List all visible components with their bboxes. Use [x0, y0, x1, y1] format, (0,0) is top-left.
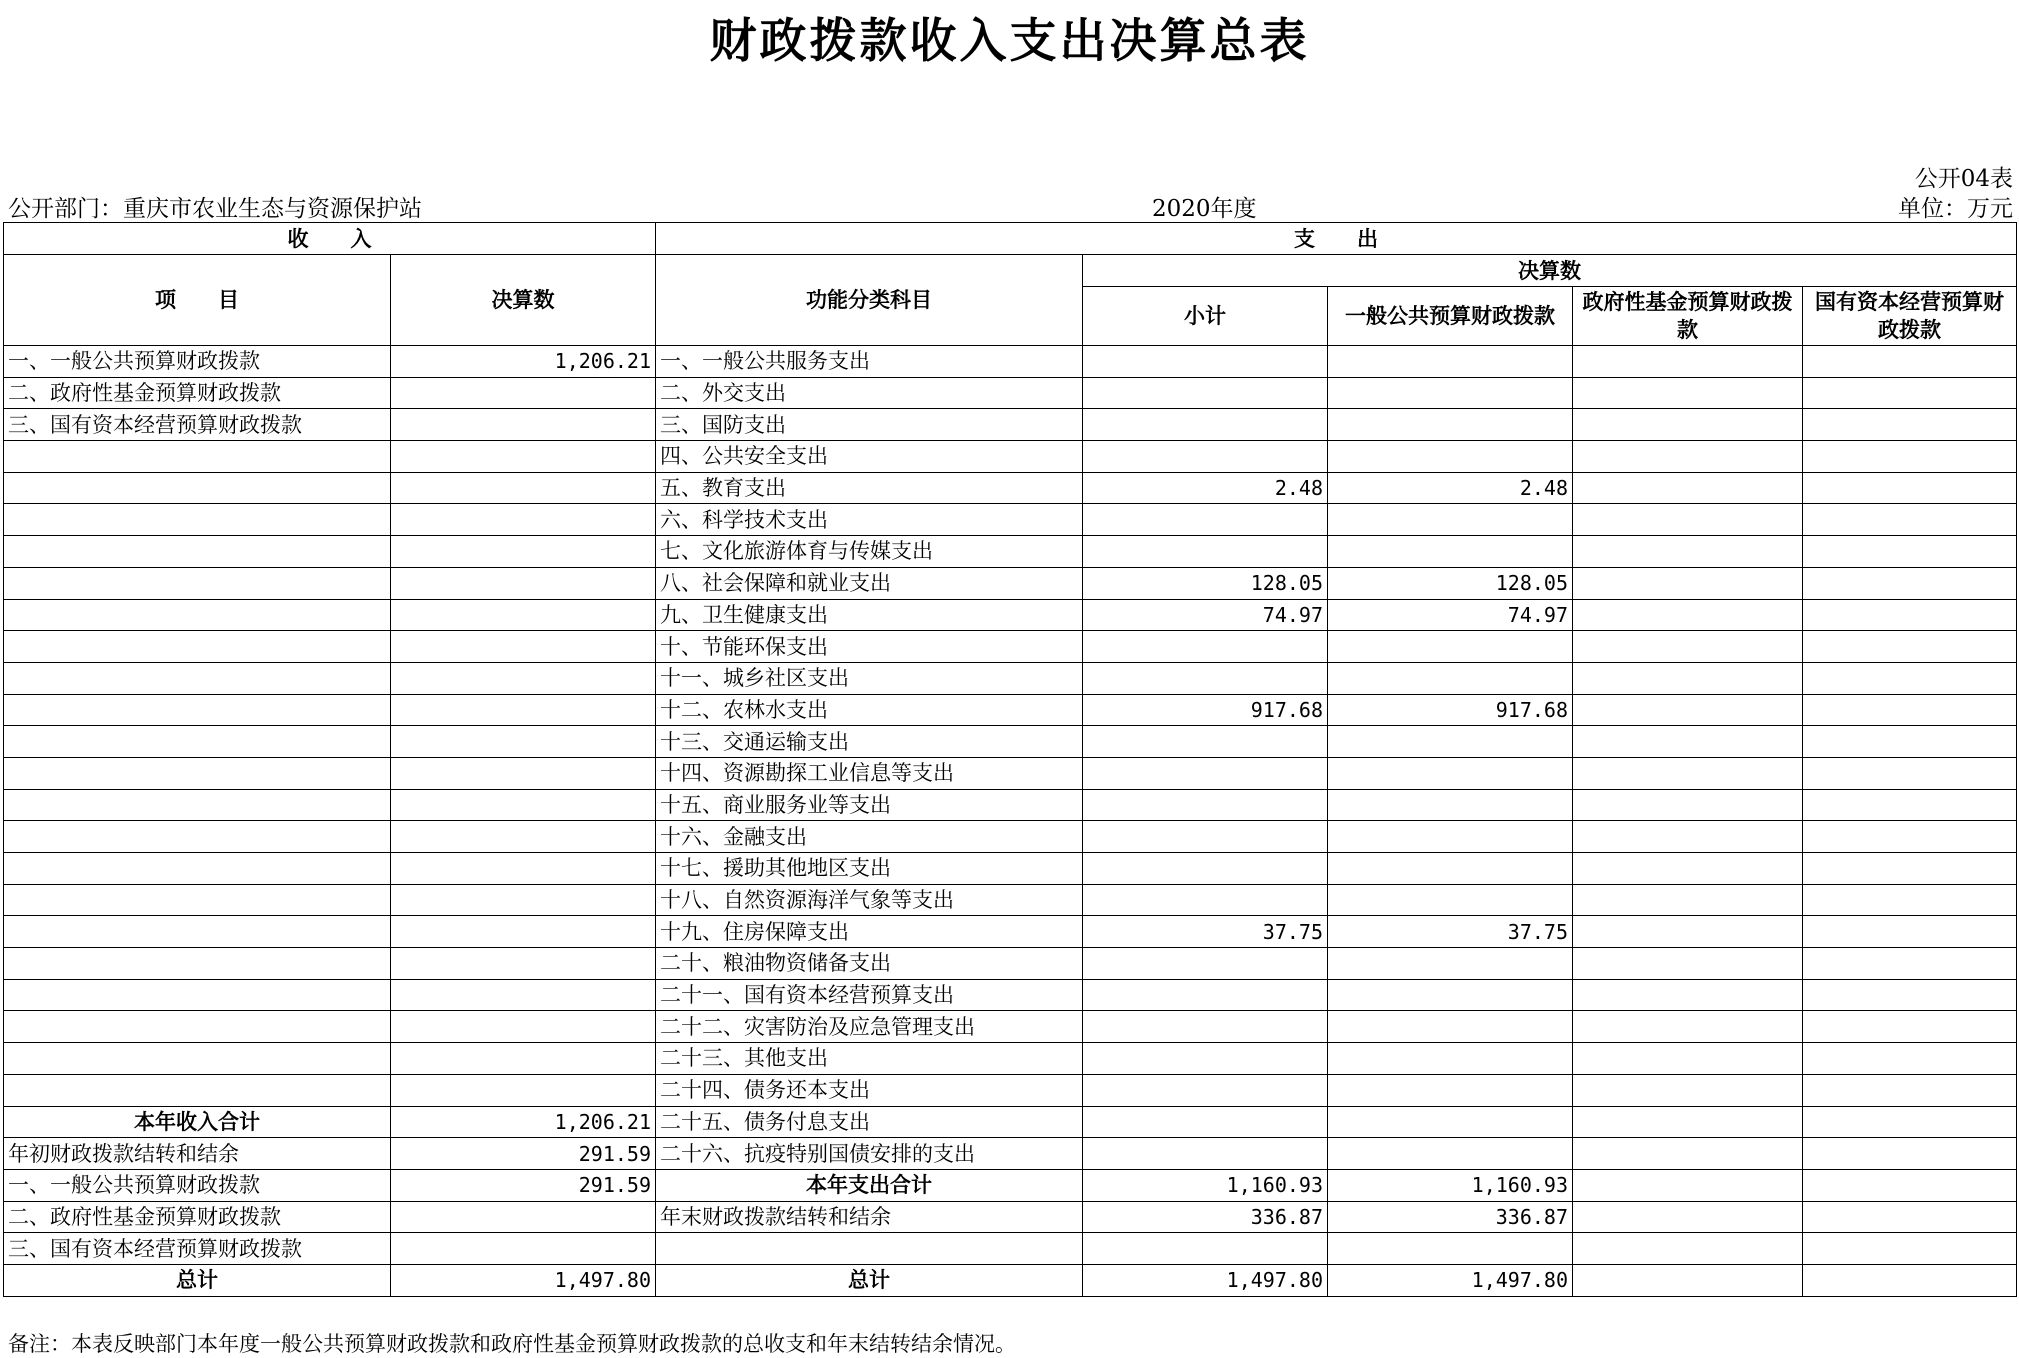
department-label: 公开部门：重庆市农业生态与资源保护站 — [8, 196, 422, 222]
state-capital-cell — [1803, 1138, 2017, 1170]
general-budget-cell — [1328, 979, 1573, 1011]
subtotal-cell — [1083, 726, 1328, 758]
table-row — [4, 346, 2017, 378]
general-budget-cell — [1328, 409, 1573, 441]
income-amount-cell — [391, 441, 656, 473]
income-amount-cell — [391, 789, 656, 821]
expense-item-cell: 本年支出合计 — [656, 1169, 1083, 1201]
expense-item-cell: 二十五、债务付息支出 — [656, 1106, 1083, 1138]
income-item-cell — [4, 441, 391, 473]
expense-item-cell: 总计 — [656, 1264, 1083, 1296]
income-item-cell — [4, 948, 391, 980]
income-item-cell: 二、政府性基金预算财政拨款 — [4, 1201, 391, 1233]
income-amount-cell — [391, 599, 656, 631]
state-capital-cell — [1803, 346, 2017, 378]
general-budget-cell — [1328, 346, 1573, 378]
income-amount-cell — [391, 409, 656, 441]
expense-item-cell: 十四、资源勘探工业信息等支出 — [656, 757, 1083, 789]
income-amount-cell: 1,497.80 — [391, 1264, 656, 1296]
income-item-cell — [4, 504, 391, 536]
subtotal-cell — [1083, 884, 1328, 916]
state-capital-cell — [1803, 536, 2017, 568]
income-amount-cell — [391, 377, 656, 409]
general-budget-cell: 336.87 — [1328, 1201, 1573, 1233]
subtotal-cell — [1083, 979, 1328, 1011]
income-item-cell — [4, 599, 391, 631]
gov-fund-cell — [1573, 1233, 1803, 1265]
income-item-cell — [4, 536, 391, 568]
income-amount-cell — [391, 1043, 656, 1075]
expense-item-cell: 七、文化旅游体育与传媒支出 — [656, 536, 1083, 568]
state-capital-cell — [1803, 1169, 2017, 1201]
table-row — [4, 1138, 2017, 1170]
gov-fund-cell — [1573, 726, 1803, 758]
income-item-cell: 本年收入合计 — [4, 1106, 391, 1138]
table-row — [4, 916, 2017, 948]
state-capital-cell — [1803, 789, 2017, 821]
income-amount-cell: 1,206.21 — [391, 346, 656, 378]
expense-item-cell: 十、节能环保支出 — [656, 631, 1083, 663]
expense-item-cell: 十八、自然资源海洋气象等支出 — [656, 884, 1083, 916]
table-row — [4, 1169, 2017, 1201]
gov-fund-cell — [1573, 979, 1803, 1011]
state-capital-cell — [1803, 1011, 2017, 1043]
expense-item-cell: 十五、商业服务业等支出 — [656, 789, 1083, 821]
income-item-cell — [4, 916, 391, 948]
expense-item-cell: 二十二、灾害防治及应急管理支出 — [656, 1011, 1083, 1043]
subtotal-cell — [1083, 757, 1328, 789]
general-budget-cell — [1328, 441, 1573, 473]
income-item-cell — [4, 821, 391, 853]
state-capital-cell — [1803, 662, 2017, 694]
income-item-cell — [4, 662, 391, 694]
subtotal-cell — [1083, 1011, 1328, 1043]
final-amount-group-header: 决算数 — [1083, 255, 2017, 287]
subtotal-cell — [1083, 504, 1328, 536]
expense-item-cell: 五、教育支出 — [656, 472, 1083, 504]
state-capital-cell — [1803, 853, 2017, 885]
subtotal-cell: 917.68 — [1083, 694, 1328, 726]
gov-fund-cell — [1573, 567, 1803, 599]
subtotal-cell: 2.48 — [1083, 472, 1328, 504]
general-budget-cell — [1328, 1106, 1573, 1138]
general-budget-cell — [1328, 757, 1573, 789]
income-item-cell — [4, 979, 391, 1011]
income-amount-cell — [391, 472, 656, 504]
subtotal-cell — [1083, 853, 1328, 885]
expense-item-cell: 二十、粮油物资储备支出 — [656, 948, 1083, 980]
subtotal-cell — [1083, 1106, 1328, 1138]
general-budget-cell — [1328, 377, 1573, 409]
income-amount-cell — [391, 948, 656, 980]
table-row — [4, 1233, 2017, 1265]
gov-fund-cell — [1573, 948, 1803, 980]
gov-fund-cell — [1573, 1201, 1803, 1233]
table-row — [4, 789, 2017, 821]
state-capital-cell — [1803, 694, 2017, 726]
income-item-cell — [4, 757, 391, 789]
income-amount-cell — [391, 884, 656, 916]
gov-fund-cell — [1573, 346, 1803, 378]
gov-fund-cell — [1573, 472, 1803, 504]
subtotal-cell — [1083, 948, 1328, 980]
table-row — [4, 948, 2017, 980]
expense-item-cell: 十七、援助其他地区支出 — [656, 853, 1083, 885]
table-row — [4, 821, 2017, 853]
income-item-cell — [4, 694, 391, 726]
table-row — [4, 504, 2017, 536]
general-budget-cell — [1328, 1233, 1573, 1265]
general-budget-cell: 2.48 — [1328, 472, 1573, 504]
subtotal-cell — [1083, 1233, 1328, 1265]
income-item-cell — [4, 884, 391, 916]
subtotal-cell — [1083, 631, 1328, 663]
income-item-cell — [4, 1011, 391, 1043]
state-capital-cell — [1803, 1233, 2017, 1265]
amount-header: 决算数 — [391, 255, 656, 346]
expense-item-cell: 二、外交支出 — [656, 377, 1083, 409]
state-capital-cell — [1803, 979, 2017, 1011]
general-budget-cell: 74.97 — [1328, 599, 1573, 631]
gov-fund-cell — [1573, 1043, 1803, 1075]
gov-fund-cell — [1573, 884, 1803, 916]
income-item-cell — [4, 853, 391, 885]
function-category-header: 功能分类科目 — [656, 255, 1083, 346]
state-capital-cell — [1803, 726, 2017, 758]
general-budget-cell: 1,497.80 — [1328, 1264, 1573, 1296]
general-budget-cell — [1328, 1138, 1573, 1170]
table-row — [4, 662, 2017, 694]
expense-item-cell: 一、一般公共服务支出 — [656, 346, 1083, 378]
general-budget-cell — [1328, 1011, 1573, 1043]
expense-item-cell: 十九、住房保障支出 — [656, 916, 1083, 948]
income-amount-cell — [391, 1011, 656, 1043]
state-capital-cell — [1803, 631, 2017, 663]
general-budget-cell — [1328, 631, 1573, 663]
gov-fund-cell — [1573, 1011, 1803, 1043]
gov-fund-header: 政府性基金预算财政拨款 — [1573, 287, 1803, 346]
general-budget-cell — [1328, 726, 1573, 758]
subtotal-cell: 128.05 — [1083, 567, 1328, 599]
expense-item-cell: 九、卫生健康支出 — [656, 599, 1083, 631]
expense-item-cell: 十六、金融支出 — [656, 821, 1083, 853]
income-item-cell: 年初财政拨款结转和结余 — [4, 1138, 391, 1170]
subtotal-cell — [1083, 377, 1328, 409]
state-capital-header: 国有资本经营预算财政拨款 — [1803, 287, 2017, 346]
gov-fund-cell — [1573, 599, 1803, 631]
table-row — [4, 1074, 2017, 1106]
expense-header: 支 出 — [656, 223, 2017, 255]
state-capital-cell — [1803, 599, 2017, 631]
subtotal-cell — [1083, 346, 1328, 378]
income-amount-cell: 291.59 — [391, 1169, 656, 1201]
state-capital-cell — [1803, 409, 2017, 441]
subtotal-cell: 74.97 — [1083, 599, 1328, 631]
table-row — [4, 757, 2017, 789]
page-title: 财政拨款收入支出决算总表 — [709, 14, 1310, 69]
subtotal-cell — [1083, 662, 1328, 694]
expense-item-cell: 二十六、抗疫特别国债安排的支出 — [656, 1138, 1083, 1170]
general-budget-cell — [1328, 1074, 1573, 1106]
income-amount-cell — [391, 726, 656, 758]
general-budget-cell — [1328, 948, 1573, 980]
state-capital-cell — [1803, 757, 2017, 789]
general-budget-cell — [1328, 504, 1573, 536]
expense-item-cell: 十三、交通运输支出 — [656, 726, 1083, 758]
budget-table — [3, 222, 2017, 1297]
expense-item-cell: 年末财政拨款结转和结余 — [656, 1201, 1083, 1233]
table-row — [4, 599, 2017, 631]
table-row — [4, 853, 2017, 885]
table-row — [4, 409, 2017, 441]
state-capital-cell — [1803, 948, 2017, 980]
general-budget-cell — [1328, 1043, 1573, 1075]
income-item-cell: 一、一般公共预算财政拨款 — [4, 1169, 391, 1201]
gov-fund-cell — [1573, 789, 1803, 821]
subtotal-cell — [1083, 441, 1328, 473]
gov-fund-cell — [1573, 1106, 1803, 1138]
general-budget-cell — [1328, 884, 1573, 916]
subtotal-cell: 1,497.80 — [1083, 1264, 1328, 1296]
expense-item-cell: 二十一、国有资本经营预算支出 — [656, 979, 1083, 1011]
footnote: 备注：本表反映部门本年度一般公共预算财政拨款和政府性基金预算财政拨款的总收支和年末结转结余情况。 — [8, 1332, 1016, 1356]
expense-item-cell: 三、国防支出 — [656, 409, 1083, 441]
state-capital-cell — [1803, 821, 2017, 853]
general-budget-cell — [1328, 662, 1573, 694]
income-amount-cell — [391, 504, 656, 536]
table-row — [4, 472, 2017, 504]
general-budget-cell — [1328, 536, 1573, 568]
general-budget-cell: 37.75 — [1328, 916, 1573, 948]
state-capital-cell — [1803, 472, 2017, 504]
income-amount-cell — [391, 631, 656, 663]
table-row — [4, 726, 2017, 758]
fiscal-year: 2020年度 — [1152, 196, 1257, 222]
general-budget-cell — [1328, 789, 1573, 821]
table-row — [4, 884, 2017, 916]
gov-fund-cell — [1573, 821, 1803, 853]
income-amount-cell — [391, 979, 656, 1011]
income-amount-cell — [391, 1201, 656, 1233]
income-item-cell: 二、政府性基金预算财政拨款 — [4, 377, 391, 409]
income-item-cell — [4, 726, 391, 758]
state-capital-cell — [1803, 916, 2017, 948]
income-amount-cell: 291.59 — [391, 1138, 656, 1170]
gov-fund-cell — [1573, 377, 1803, 409]
income-amount-cell — [391, 1233, 656, 1265]
income-item-cell — [4, 472, 391, 504]
income-item-cell — [4, 789, 391, 821]
table-row — [4, 1201, 2017, 1233]
general-budget-cell: 1,160.93 — [1328, 1169, 1573, 1201]
general-budget-header: 一般公共预算财政拨款 — [1328, 287, 1573, 346]
subtotal-cell — [1083, 821, 1328, 853]
income-amount-cell — [391, 536, 656, 568]
subtotal-cell — [1083, 1043, 1328, 1075]
income-amount-cell — [391, 567, 656, 599]
gov-fund-cell — [1573, 853, 1803, 885]
table-row — [4, 567, 2017, 599]
income-header: 收 入 — [4, 223, 656, 255]
table-row — [4, 1043, 2017, 1075]
income-item-cell: 总计 — [4, 1264, 391, 1296]
gov-fund-cell — [1573, 662, 1803, 694]
income-item-cell — [4, 1043, 391, 1075]
income-amount-cell — [391, 821, 656, 853]
state-capital-cell — [1803, 1074, 2017, 1106]
table-row — [4, 536, 2017, 568]
subtotal-cell — [1083, 1138, 1328, 1170]
general-budget-cell — [1328, 821, 1573, 853]
table-row — [4, 631, 2017, 663]
gov-fund-cell — [1573, 916, 1803, 948]
income-amount-cell — [391, 853, 656, 885]
subtotal-cell — [1083, 1074, 1328, 1106]
table-row — [4, 694, 2017, 726]
income-amount-cell — [391, 757, 656, 789]
subtotal-cell: 37.75 — [1083, 916, 1328, 948]
form-number: 公开04表 — [1914, 166, 2013, 192]
expense-item-cell: 六、科学技术支出 — [656, 504, 1083, 536]
gov-fund-cell — [1573, 504, 1803, 536]
gov-fund-cell — [1573, 409, 1803, 441]
state-capital-cell — [1803, 441, 2017, 473]
income-item-cell — [4, 631, 391, 663]
income-amount-cell — [391, 1074, 656, 1106]
state-capital-cell — [1803, 504, 2017, 536]
item-header: 项 目 — [4, 255, 391, 346]
gov-fund-cell — [1573, 757, 1803, 789]
table-row — [4, 1106, 2017, 1138]
income-amount-cell — [391, 694, 656, 726]
expense-item-cell: 十二、农林水支出 — [656, 694, 1083, 726]
table-row — [4, 1264, 2017, 1296]
gov-fund-cell — [1573, 1074, 1803, 1106]
income-item-cell — [4, 1074, 391, 1106]
expense-item-cell: 四、公共安全支出 — [656, 441, 1083, 473]
income-item-cell: 三、国有资本经营预算财政拨款 — [4, 1233, 391, 1265]
gov-fund-cell — [1573, 694, 1803, 726]
gov-fund-cell — [1573, 536, 1803, 568]
unit-label: 单位：万元 — [1898, 196, 2013, 222]
subtotal-cell: 1,160.93 — [1083, 1169, 1328, 1201]
state-capital-cell — [1803, 1201, 2017, 1233]
subtotal-header: 小计 — [1083, 287, 1328, 346]
state-capital-cell — [1803, 1106, 2017, 1138]
subtotal-cell — [1083, 409, 1328, 441]
income-item-cell: 一、一般公共预算财政拨款 — [4, 346, 391, 378]
expense-item-cell: 八、社会保障和就业支出 — [656, 567, 1083, 599]
table-row — [4, 979, 2017, 1011]
general-budget-cell — [1328, 853, 1573, 885]
subtotal-cell: 336.87 — [1083, 1201, 1328, 1233]
state-capital-cell — [1803, 1264, 2017, 1296]
state-capital-cell — [1803, 1043, 2017, 1075]
general-budget-cell: 917.68 — [1328, 694, 1573, 726]
expense-item-cell: 二十四、债务还本支出 — [656, 1074, 1083, 1106]
state-capital-cell — [1803, 377, 2017, 409]
gov-fund-cell — [1573, 1264, 1803, 1296]
expense-item-cell: 十一、城乡社区支出 — [656, 662, 1083, 694]
table-row — [4, 377, 2017, 409]
income-amount-cell: 1,206.21 — [391, 1106, 656, 1138]
income-amount-cell — [391, 662, 656, 694]
gov-fund-cell — [1573, 1138, 1803, 1170]
gov-fund-cell — [1573, 441, 1803, 473]
table-row — [4, 441, 2017, 473]
general-budget-cell: 128.05 — [1328, 567, 1573, 599]
income-item-cell: 三、国有资本经营预算财政拨款 — [4, 409, 391, 441]
subtotal-cell — [1083, 789, 1328, 821]
table-row — [4, 1011, 2017, 1043]
state-capital-cell — [1803, 884, 2017, 916]
gov-fund-cell — [1573, 631, 1803, 663]
subtotal-cell — [1083, 536, 1328, 568]
income-item-cell — [4, 567, 391, 599]
expense-item-cell — [656, 1233, 1083, 1265]
gov-fund-cell — [1573, 1169, 1803, 1201]
state-capital-cell — [1803, 567, 2017, 599]
expense-item-cell: 二十三、其他支出 — [656, 1043, 1083, 1075]
income-amount-cell — [391, 916, 656, 948]
